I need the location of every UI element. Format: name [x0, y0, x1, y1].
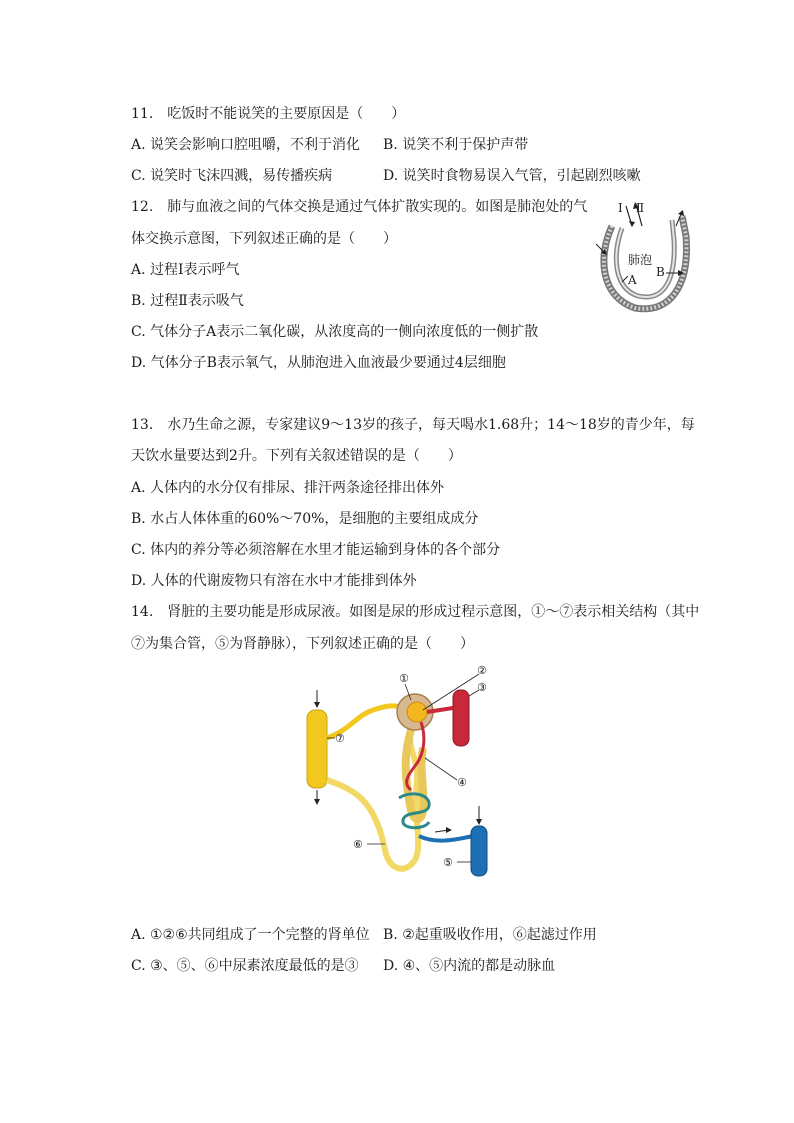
label-b: B: [656, 265, 665, 279]
q13-option-a: A. 人体内的水分仅有排尿、排汗两条途径排出体外: [131, 480, 445, 496]
urine-formation-figure: [295, 660, 495, 885]
venule: [419, 836, 473, 841]
collecting-duct-out-arrowhead: [314, 799, 320, 805]
q12-option-d: D. 气体分子B表示氧气，从肺泡进入血液最少要通过4层细胞: [131, 355, 506, 371]
q14-stem-line2: ⑦为集合管，⑤为肾静脉），下列叙述正确的是（ ）: [131, 636, 474, 652]
label-ii: Ⅱ: [636, 201, 645, 215]
label-alveolus: 肺泡: [628, 253, 653, 267]
q11-option-b: B. 说笑不利于保护声带: [383, 137, 529, 153]
q14-option-a: A. ①②⑥共同组成了一个完整的肾单位: [131, 927, 370, 943]
label-3: ③: [477, 681, 487, 694]
q12-option-c: C. 气体分子A表示二氧化碳，从浓度高的一侧向浓度低的一侧扩散: [131, 324, 539, 340]
q11-stem: 11. 吃饭时不能说笑的主要原因是（ ）: [131, 106, 406, 122]
q11-option-a: A. 说笑会影响口腔咀嚼，不利于消化: [131, 137, 361, 153]
q12-stem-line1: 12. 肺与血液之间的气体交换是通过气体扩散实现的。如图是肺泡处的气: [131, 199, 588, 215]
label-i: Ⅰ: [618, 201, 623, 215]
renal-vein-arrowhead: [476, 819, 482, 825]
glomerulus: [407, 702, 427, 722]
callout-4-line: [425, 758, 457, 780]
process-i-arrowhead: [629, 221, 635, 227]
collecting-duct: [307, 710, 327, 788]
renal-artery: [453, 690, 469, 746]
q14-stem-line1: 14. 肾脏的主要功能是形成尿液。如图是尿的形成过程示意图，①～⑦表示相关结构（其中: [131, 604, 700, 620]
q12-stem-line2: 体交换示意图，下列叙述正确的是（ ）: [131, 231, 397, 247]
q11-option-d: D. 说笑时食物易误入气管，引起剧烈咳嗽: [383, 168, 641, 184]
q14-option-d: D. ④、⑤内流的都是动脉血: [383, 958, 556, 974]
label-6: ⑥: [353, 838, 363, 851]
q14-option-b: B. ②起重吸收作用，⑥起滤过作用: [383, 927, 597, 943]
blood-flow-arrowhead: [446, 827, 452, 833]
label-a: A: [628, 273, 637, 287]
nephron-diagram: [295, 660, 495, 885]
alveolus-diagram: [590, 196, 700, 320]
q14-option-c: C. ③、⑤、⑥中尿素浓度最低的是③: [131, 958, 359, 974]
renal-vein: [471, 826, 487, 876]
q13-option-c: C. 体内的养分等必须溶解在水里才能运输到身体的各个部分: [131, 542, 501, 558]
q12-option-b: B. 过程Ⅱ表示吸气: [131, 293, 244, 309]
collecting-duct-in-arrowhead: [314, 702, 320, 708]
q13-stem-line2: 天饮水量要达到2升。下列有关叙述错误的是（ ）: [131, 448, 462, 464]
label-1: ①: [399, 672, 409, 685]
label-5: ⑤: [443, 856, 453, 869]
q13-option-d: D. 人体的代谢废物只有溶在水中才能排到体外: [131, 573, 417, 589]
label-4: ④: [457, 776, 467, 789]
alveolus-gas-exchange-figure: [590, 196, 700, 320]
label-2: ②: [477, 664, 487, 677]
q13-option-b: B. 水占人体体重的60%～70%，是细胞的主要组成成分: [131, 511, 479, 527]
q13-stem-line1: 13. 水乃生命之源，专家建议9～13岁的孩子，每天喝水1.68升；14～18岁的青少年，每: [131, 417, 695, 433]
label-7: ⑦: [335, 732, 345, 745]
callout-2-line: [423, 674, 479, 710]
q12-option-a: A. 过程Ⅰ表示呼气: [131, 262, 240, 278]
q11-option-c: C. 说笑时飞沫四溅，易传播疾病: [131, 168, 333, 184]
